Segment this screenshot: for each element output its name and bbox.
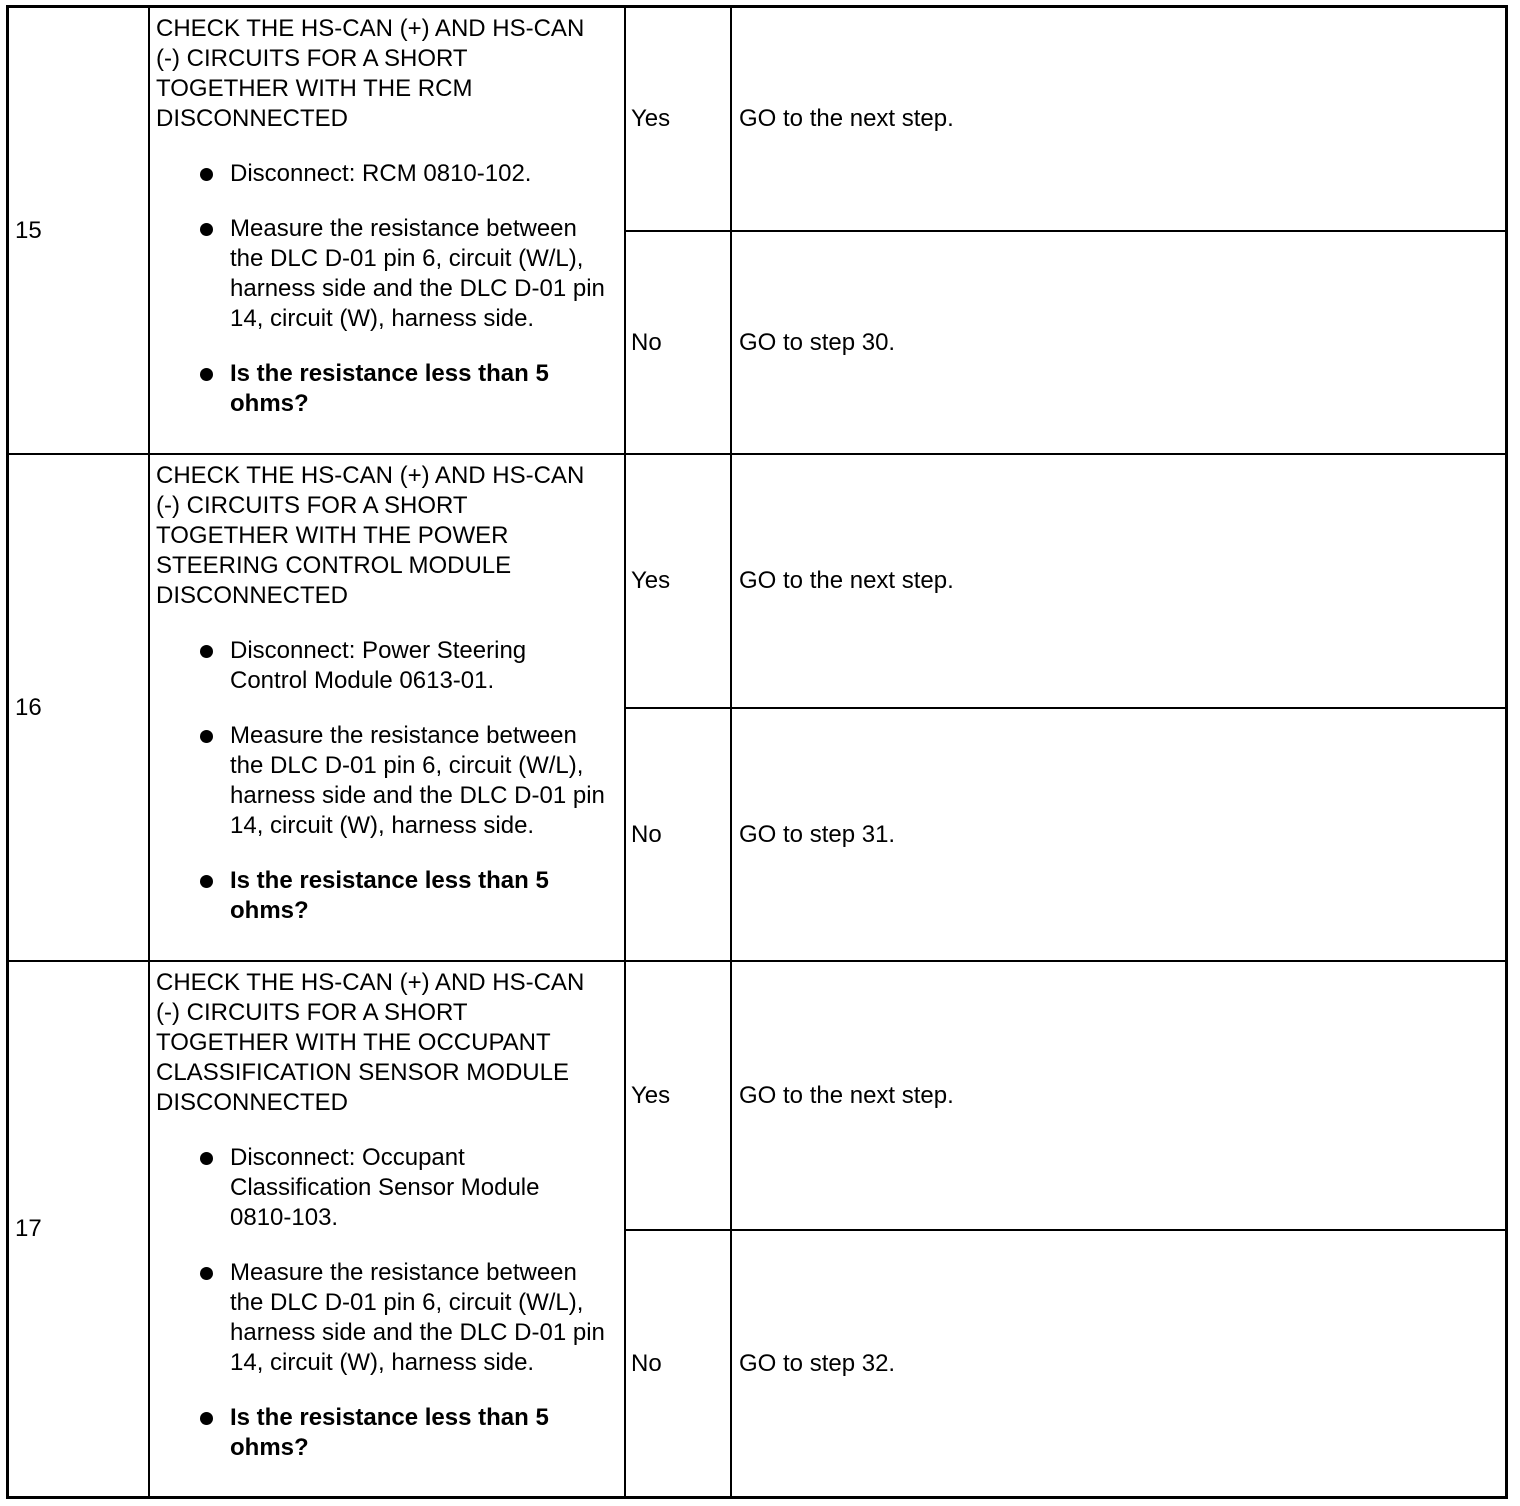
- no-action: GO to step 31.: [739, 820, 896, 848]
- step-question: Is the resistance less than 5 ohms?: [156, 1403, 606, 1463]
- instruction-item: Disconnect: Occupant Classification Sensor Module 0810-103.: [156, 1143, 606, 1233]
- step-action: [150, 455, 624, 960]
- step-title: CHECK THE HS-CAN (+) AND HS-CAN (-) CIRCUITS FOR A SHORT TOGETHER WITH THE POWER STEERING CONTROL MODULE DISCONNECTED: [156, 462, 585, 609]
- step-number: 15: [15, 216, 42, 244]
- step-action: [150, 8, 624, 453]
- no-label: No: [631, 1349, 662, 1377]
- no-label: No: [631, 328, 662, 356]
- step-question: Is the resistance less than 5 ohms?: [156, 866, 606, 926]
- instruction-item: Disconnect: Power Steering Control Module 0613-01.: [156, 636, 606, 696]
- step-question: Is the resistance less than 5 ohms?: [156, 359, 606, 419]
- no-action: GO to step 30.: [739, 328, 896, 356]
- step-instructions: [156, 636, 606, 926]
- instruction-item: Measure the resistance between the DLC D-01 pin 6, circuit (W/L), harness side and the DLC D-01 pin 14, circuit (W), harness side.: [156, 1258, 606, 1378]
- step-action: [150, 962, 624, 1496]
- yes-label: Yes: [631, 105, 671, 132]
- step-number: 17: [15, 1215, 42, 1242]
- diagnostic-table: [6, 5, 1508, 1499]
- yes-label: Yes: [631, 567, 671, 594]
- step-number: 16: [15, 693, 42, 721]
- step-title: CHECK THE HS-CAN (+) AND HS-CAN (-) CIRCUITS FOR A SHORT TOGETHER WITH THE RCM DISCONNECTED: [156, 15, 585, 132]
- yes-action: GO to the next step.: [739, 105, 954, 132]
- step-instructions: [156, 159, 606, 419]
- yes-label: Yes: [631, 1081, 671, 1109]
- instruction-item: Measure the resistance between the DLC D-01 pin 6, circuit (W/L), harness side and the DLC D-01 pin 14, circuit (W), harness side.: [156, 721, 606, 841]
- no-action: GO to step 32.: [739, 1349, 896, 1377]
- step-instructions: [156, 1143, 606, 1463]
- step-title: CHECK THE HS-CAN (+) AND HS-CAN (-) CIRCUITS FOR A SHORT TOGETHER WITH THE OCCUPANT CLASSIFICATION SENSOR MODULE DISCONNECTED: [156, 969, 585, 1116]
- yes-action: GO to the next step.: [739, 567, 954, 594]
- instruction-item: Disconnect: RCM 0810-102.: [156, 159, 606, 189]
- instruction-item: Measure the resistance between the DLC D-01 pin 6, circuit (W/L), harness side and the DLC D-01 pin 14, circuit (W), harness side.: [156, 214, 606, 334]
- yes-action: GO to the next step.: [739, 1081, 954, 1109]
- no-label: No: [631, 820, 662, 848]
